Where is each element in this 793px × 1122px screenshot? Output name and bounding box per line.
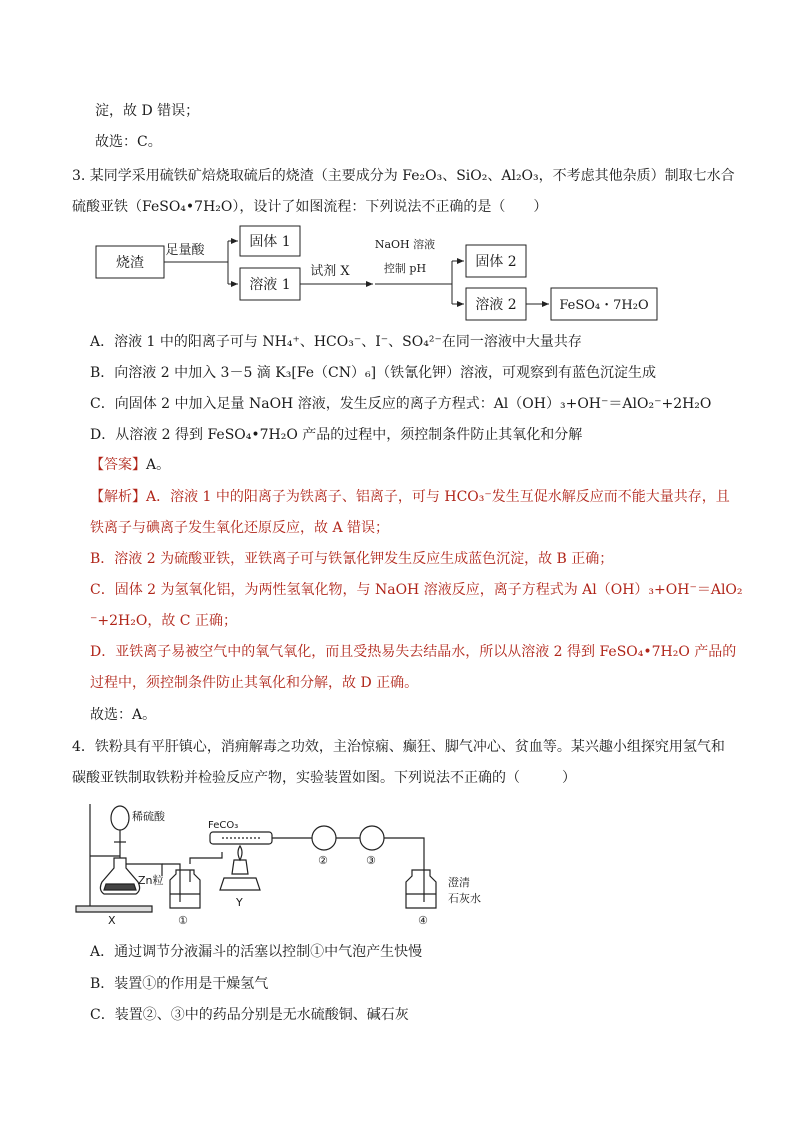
q3-option-c: C．向固体 2 中加入足量 NaOH 溶液，发生反应的离子方程式：Al（OH）₃+OH⁻＝AlO₂⁻+2H₂O — [90, 396, 712, 412]
analysis-text-1: A．溶液 1 中的阳离子为铁离子、铝离子，可与 HCO₃⁻发生互促水解反应而不能大量共存，且 — [146, 489, 730, 505]
flow-label-ph: 控制 pH — [383, 262, 427, 275]
q4-stem-line-1: 4．铁粉具有平肝镇心，消痈解毒之功效，主治惊痫、癫狂、脚气冲心、贫血等。某兴趣小组探究用氢气和 — [72, 739, 725, 755]
analysis-line-3: B．溶液 2 为硫酸亚铁，亚铁离子可与铁氰化钾发生反应生成蓝色沉淀，故 B 正确； — [90, 551, 614, 567]
label-acid: 稀硫酸 — [132, 810, 165, 823]
label-y: Y — [236, 896, 243, 909]
flow-label-solid1: 固体 1 — [249, 234, 291, 250]
q3-stem-line-1: 3. 某同学采用硫铁矿焙烧取硫后的烧渣（主要成分为 Fe₂O₃、SiO₂、Al₂O₃，不考虑其他杂质）制取七水合 — [72, 168, 735, 184]
q3-answer — [90, 455, 170, 475]
drying-tube-2 — [312, 826, 336, 850]
label-3: ③ — [366, 854, 376, 867]
combustion-tube — [210, 832, 272, 844]
analysis-line-4: C．固体 2 为氢氧化铝，为两性氢氧化物，与 NaOH 溶液反应，离子方程式为 Al（OH）₃+OH⁻＝AlO₂ — [90, 582, 743, 598]
q4-option-b: B．装置①的作用是干燥氢气 — [90, 976, 269, 992]
label-feco3: FeCO₃ — [208, 820, 239, 831]
q3-stem-line-2: 硫酸亚铁（FeSO₄•7H₂O），设计了如图流程：下列说法不正确的是（ ） — [72, 199, 548, 215]
flow-label-solution1: 溶液 1 — [249, 277, 291, 293]
analysis-tag: 【解析】 — [90, 489, 146, 505]
stand-base — [76, 906, 152, 912]
zinc-granules — [104, 884, 136, 890]
q4-option-c: C．装置②、③中的药品分别是无水硫酸铜、碱石灰 — [90, 1007, 409, 1023]
label-2: ② — [318, 854, 328, 867]
lamp-stand — [220, 878, 260, 890]
flow-label-reagent: 试剂 X — [310, 264, 350, 279]
bottle-4 — [406, 870, 436, 908]
label-zn: Zn粒 — [138, 874, 164, 887]
label-1: ① — [178, 914, 188, 927]
q3-option-d: D．从溶液 2 得到 FeSO₄•7H₂O 产品的过程中，须控制条件防止其氧化和分解 — [90, 427, 583, 443]
prev-line-1: 淀，故 D 错误； — [95, 103, 200, 119]
q3-option-b: B．向溶液 2 中加入 3－5 滴 K₃[Fe（CN）₆]（铁氰化钾）溶液，可观察到有蓝色沉淀生成 — [90, 365, 657, 381]
q4-apparatus-diagram — [72, 798, 512, 928]
flow-label-naoh: NaOH 溶液 — [374, 238, 436, 251]
flow-label-solution2: 溶液 2 — [475, 297, 517, 313]
bottle-1 — [170, 870, 200, 908]
label-lime-2: 石灰水 — [448, 892, 481, 905]
drying-tube-3 — [360, 826, 384, 850]
analysis-line-7: 过程中，须控制条件防止其氧化和分解，故 D 正确。 — [90, 675, 419, 691]
label-lime-1: 澄清 — [448, 876, 470, 889]
flow-label-product: FeSO₄・7H₂O — [559, 298, 649, 313]
label-x: X — [108, 914, 116, 927]
analysis-line-1 — [90, 487, 730, 507]
flow-label-ash: 烧渣 — [116, 255, 144, 271]
label-4: ④ — [418, 914, 428, 927]
alcohol-lamp — [232, 860, 248, 874]
tube-x-2 — [162, 864, 180, 870]
q3-conclusion: 故选：A。 — [90, 707, 157, 723]
q3-option-a: A．溶液 1 中的阳离子可与 NH₄⁺、HCO₃⁻、I⁻、SO₄²⁻在同一溶液中大量共存 — [90, 334, 582, 350]
analysis-line-5: ⁻+2H₂O，故 C 正确； — [90, 613, 237, 629]
q4-stem-line-2: 碳酸亚铁制取铁粉并检验反应产物，实验装置如图。下列说法不正确的（ ） — [72, 770, 576, 786]
tube-3-4 — [384, 838, 424, 872]
prev-line-2: 故选：C。 — [95, 134, 162, 150]
flame — [238, 846, 242, 860]
flow-label-solid2: 固体 2 — [475, 254, 517, 270]
analysis-line-2: 铁离子与碘离子发生氧化还原反应，故 A 错误； — [90, 520, 390, 536]
analysis-line-6: D．亚铁离子易被空气中的氧气氧化，而且受热易失去结晶水，所以从溶液 2 得到 FeSO₄•7H₂O 产品的 — [90, 644, 737, 660]
answer-value: A。 — [146, 457, 171, 473]
answer-tag: 【答案】 — [90, 457, 146, 473]
funnel-bulb — [111, 806, 129, 830]
q3-flow-diagram — [95, 222, 675, 326]
flow-label-acid: 足量酸 — [165, 243, 205, 258]
q4-option-a: A．通过调节分液漏斗的活塞以控制①中气泡产生快慢 — [90, 944, 423, 960]
